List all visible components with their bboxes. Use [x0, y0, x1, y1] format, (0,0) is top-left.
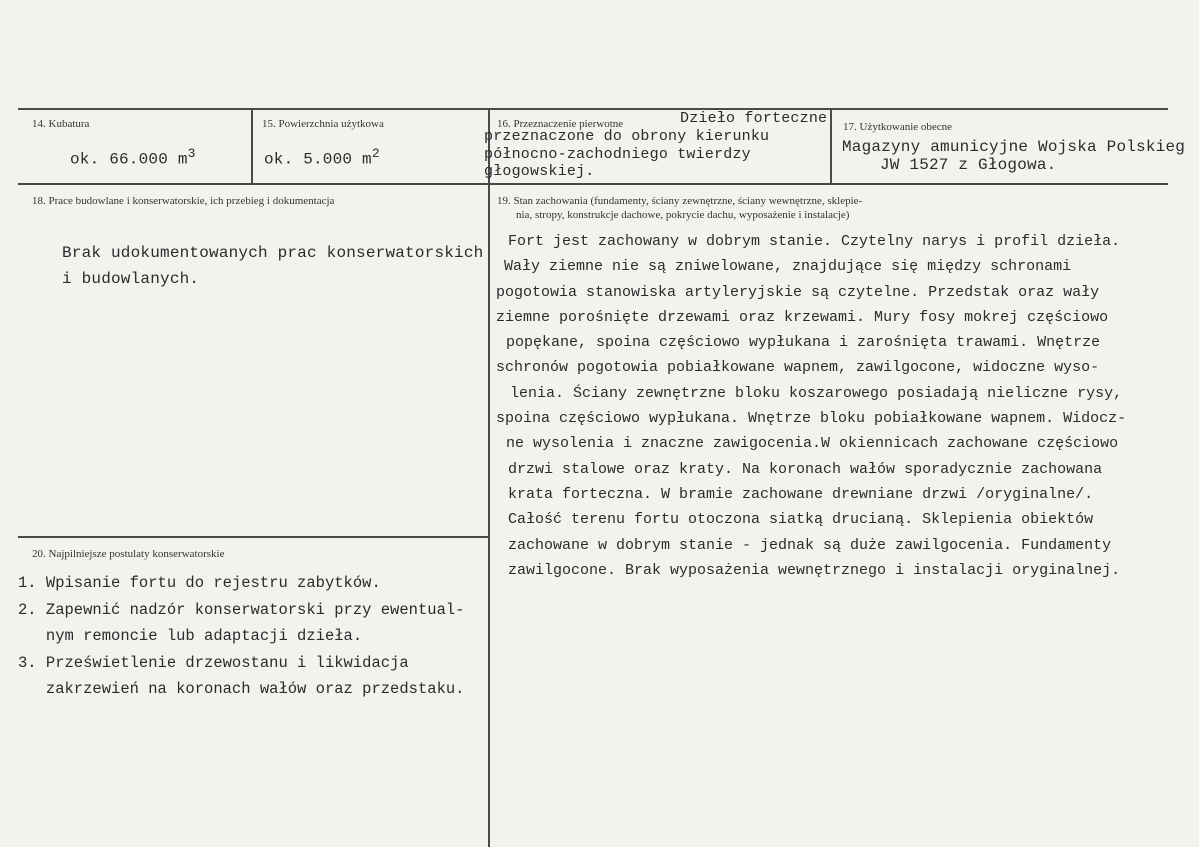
field-16-line-3: północno-zachodniego twierdzy — [484, 146, 751, 163]
field-19-line: krata forteczna. W bramie zachowane drewniane drzwi /oryginalne/. — [508, 485, 1094, 503]
postulate-item: zakrzewień na koronach wałów oraz przedstaku. — [18, 680, 465, 698]
field-19-line: drzwi stalowe oraz kraty. Na koronach wałów sporadycznie zachowana — [508, 460, 1103, 478]
field-19-line: lenia. Ściany zewnętrzne bloku koszarowego posiadają nieliczne rysy, — [510, 384, 1123, 402]
field-17-line-1: Magazyny amunicyjne Wojska Polskieg — [842, 138, 1186, 156]
field-15-label: 15. Powierzchnia użytkowa — [262, 118, 384, 130]
field-19-line: zachowane w dobrym stanie - jednak są duże zawilgocenia. Fundamenty — [508, 536, 1112, 554]
field-16-line-1: Dzieło forteczne — [680, 110, 828, 127]
postulate-item: nym remoncie lub adaptacji dzieła. — [18, 627, 363, 645]
field-19-line: ne wysolenia i znaczne zawigocenia.W okiennicach zachowane częściowo — [506, 435, 1119, 453]
field-19-label-1: 19. Stan zachowania (fundamenty, ściany zewnętrzne, ściany wewnętrzne, sklepie- — [497, 195, 863, 207]
field-18-line-1: Brak udokumentowanych prac konserwatorskich — [62, 244, 484, 262]
divider-16-17 — [830, 108, 832, 184]
field-14-value: ok. 66.000 $m^3$ — [70, 146, 196, 169]
field-19-text — [496, 229, 1126, 583]
field-20-label: 20. Najpilniejsze postulaty konserwatorskie — [32, 548, 225, 560]
postulate-item: 3. Prześwietlenie drzewostanu i likwidacja — [18, 653, 409, 672]
row-rule — [18, 183, 1168, 185]
field-20-text — [18, 570, 464, 703]
divider-14-15 — [251, 108, 253, 184]
field-19-line: schronów pogotowia pobiałkowane wapnem, zawilgocone, widoczne wyso- — [496, 359, 1100, 377]
postulate-item: 2. Zapewnić nadzór konserwatorski przy ewentual- — [18, 600, 465, 619]
field-14-label: 14. Kubatura — [32, 118, 90, 130]
field-19-label-2: nia, stropy, konstrukcje dachowe, pokrycie dachu, wyposażenie i instalacje) — [516, 209, 850, 221]
field-18-line-2: i budowlanych. — [62, 270, 200, 288]
top-rule — [18, 108, 1168, 110]
field-19-line: Wały ziemne nie są zniwelowane, znajdujące się między schronami — [504, 258, 1072, 276]
field-18-label: 18. Prace budowlane i konserwatorskie, ich przebieg i dokumentacja — [32, 195, 335, 207]
mid-left-rule — [18, 536, 488, 538]
field-16-line-2: przeznaczone do obrony kierunku — [484, 128, 770, 145]
postulate-item: 1. Wpisanie fortu do rejestru zabytków. — [18, 574, 381, 592]
field-19-line: zawilgocone. Brak wyposażenia wewnętrznego i instalacji oryginalnej. — [508, 561, 1121, 579]
field-15-value: ok. 5.000 $m^2$ — [264, 146, 380, 169]
field-16-label: 16. Przeznaczenie pierwotne — [497, 118, 624, 130]
field-16-line-4: głogowskiej. — [484, 163, 595, 180]
field-19-line: pogotowia stanowiska artyleryjskie są czytelne. Przedstak oraz wały — [496, 283, 1100, 301]
divider-main — [488, 183, 490, 847]
field-17-line-2: JW 1527 z Głogowa. — [880, 156, 1057, 174]
field-19-line: ziemne porośnięte drzewami oraz krzewami. Mury fosy mokrej częściowo — [496, 308, 1109, 326]
field-19-line: spoina częściowo wypłukana. Wnętrze bloku pobiałkowane wapnem. Widocz- — [496, 410, 1127, 428]
field-19-line: popękane, spoina częściowo wypłukana i zarośnięta trawami. Wnętrze — [506, 334, 1101, 352]
field-19-line: Całość terenu fortu otoczona siatką drucianą. Sklepienia obiektów — [508, 511, 1094, 529]
field-17-label: 17. Użytkowanie obecne — [843, 121, 953, 133]
field-19-line: Fort jest zachowany w dobrym stanie. Czytelny narys i profil dzieła. — [508, 233, 1121, 250]
